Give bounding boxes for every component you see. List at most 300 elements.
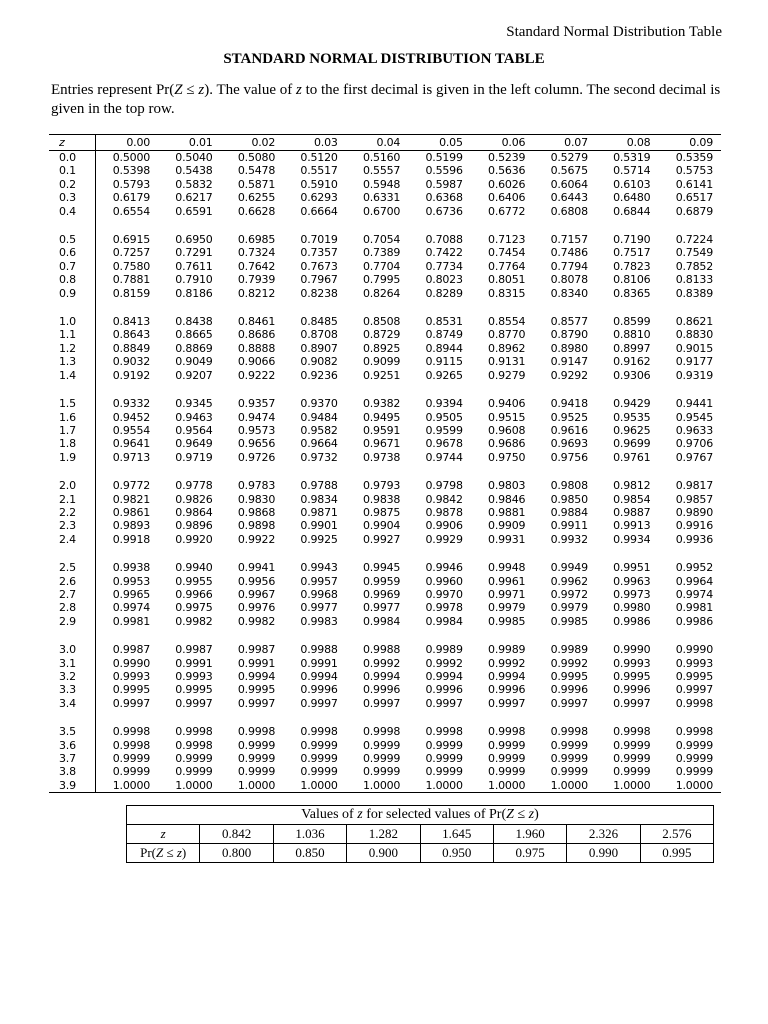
table-cell: 0.9960	[425, 574, 463, 588]
table-cell: 0.9726	[237, 450, 276, 464]
z-row-label: 0.1	[49, 164, 96, 177]
table-cell: 0.9999	[300, 738, 338, 752]
table-cell: 0.9982	[175, 614, 213, 628]
table-cell: 0.9974	[675, 587, 713, 601]
table-cell: 0.8106	[613, 273, 651, 287]
table-cell: 0.6879	[675, 204, 713, 218]
table-cell: 0.6628	[237, 204, 276, 218]
table-cell: 0.9616	[550, 423, 588, 437]
table-cell: 0.7389	[362, 246, 401, 260]
table-cell: 0.9962	[550, 574, 588, 588]
table-cell: 0.9931	[488, 532, 526, 546]
table-cell: 0.9990	[675, 643, 713, 657]
table-cell: 0.9732	[300, 450, 338, 464]
table-cell: 0.7823	[613, 259, 651, 273]
table-cell: 0.9998	[112, 738, 151, 752]
table-cell: 0.9949	[550, 561, 588, 575]
critical-z-label-text: z	[160, 826, 166, 841]
table-cell: 0.7939	[237, 273, 276, 287]
table-cell: 0.9761	[613, 450, 651, 464]
table-cell: 0.9998	[675, 725, 713, 739]
table-cell: 0.9738	[362, 450, 401, 464]
caption-text-1: Values of	[301, 807, 358, 822]
z-row-label: 3.5	[49, 725, 96, 738]
p-label-z: z	[176, 845, 182, 860]
table-cell: 0.9890	[675, 505, 713, 519]
table-cell: 0.8461	[237, 315, 276, 329]
table-row	[49, 424, 721, 437]
table-cell: 1.0000	[471, 779, 534, 793]
table-cell: 0.9591	[362, 423, 401, 437]
critical-z-value: 1.645	[420, 825, 493, 844]
table-cell: 0.9999	[175, 765, 213, 779]
z-row-label: 2.0	[49, 479, 96, 492]
table-row	[49, 205, 721, 218]
z-row-label: 0.4	[49, 205, 96, 218]
table-cell: 0.9842	[425, 492, 463, 506]
table-cell: 0.9998	[675, 696, 713, 710]
table-cell: 0.9868	[237, 505, 276, 519]
row-group	[49, 151, 721, 219]
table-cell: 0.9943	[300, 561, 338, 575]
table-cell: 0.9997	[613, 696, 651, 710]
table-row	[49, 437, 721, 450]
group-spacer	[49, 382, 721, 397]
table-cell: 0.9994	[237, 670, 276, 683]
table-cell: 0.9981	[112, 614, 151, 628]
table-cell: 0.7764	[488, 259, 526, 273]
table-cell: 0.6915	[112, 233, 151, 247]
z-row-label: 1.5	[49, 397, 96, 410]
table-cell: 0.9998	[112, 725, 151, 739]
table-cell: 0.6293	[300, 191, 338, 205]
table-cell: 0.5199	[425, 151, 463, 164]
caption-text-2: for selected values of Pr(	[362, 807, 507, 822]
table-cell: 0.9686	[488, 437, 526, 451]
table-cell: 0.9965	[112, 587, 151, 601]
table-cell: 0.9981	[675, 601, 713, 615]
table-cell: 0.5319	[613, 151, 651, 164]
table-cell: 0.9948	[488, 561, 526, 575]
table-cell: 0.9066	[237, 355, 276, 369]
table-cell: 0.9984	[425, 614, 463, 628]
table-cell: 0.9996	[550, 683, 588, 697]
table-cell: 0.9974	[112, 601, 151, 615]
table-cell: 0.9713	[112, 450, 151, 464]
table-cell: 0.9984	[362, 614, 401, 628]
caption-le: ≤	[513, 807, 529, 822]
table-cell: 0.8340	[550, 286, 588, 300]
table-cell: 0.9319	[675, 368, 713, 382]
table-row	[49, 273, 721, 286]
table-row	[49, 151, 721, 165]
table-cell: 0.9983	[300, 614, 338, 628]
table-cell: 0.7611	[175, 259, 213, 273]
z-row-label: 0.0	[49, 151, 96, 165]
table-cell: 0.6443	[550, 191, 588, 205]
table-cell: 0.9994	[488, 670, 526, 683]
table-cell: 0.8289	[425, 286, 463, 300]
p-label-Z: Z	[155, 845, 164, 860]
table-cell: 0.5675	[550, 164, 588, 178]
table-cell: 0.8365	[613, 286, 651, 300]
table-cell: 0.9207	[175, 368, 213, 382]
column-header: 0.04	[346, 135, 409, 151]
table-cell: 0.9999	[300, 765, 338, 779]
table-row	[49, 411, 721, 424]
z-row-label: 3.1	[49, 657, 96, 670]
table-cell: 0.9918	[112, 532, 151, 546]
table-cell: 0.8665	[175, 328, 213, 342]
table-cell: 0.9992	[362, 656, 401, 670]
table-cell: 0.6217	[175, 191, 213, 205]
table-cell: 0.9641	[112, 437, 151, 451]
table-cell: 0.9896	[175, 519, 213, 533]
table-cell: 0.8413	[112, 315, 151, 329]
table-row	[49, 369, 721, 382]
spacer-cell	[96, 218, 722, 233]
table-row	[49, 683, 721, 696]
table-cell: 0.9991	[175, 656, 213, 670]
table-cell: 0.9893	[112, 519, 151, 533]
table-cell: 0.9938	[112, 561, 151, 575]
z-row-label: 1.9	[49, 451, 96, 464]
z-table-header-row	[49, 135, 721, 151]
table-cell: 0.8869	[175, 341, 213, 355]
table-cell: 0.9357	[237, 397, 276, 411]
table-cell: 0.6736	[425, 204, 463, 218]
column-header: 0.00	[96, 135, 159, 151]
table-row	[49, 561, 721, 574]
table-cell: 0.9988	[300, 643, 338, 657]
group-spacer	[49, 546, 721, 561]
table-cell: 0.9990	[613, 643, 651, 657]
intro-text-2: ). The value of	[204, 82, 296, 98]
table-cell: 0.9345	[175, 397, 213, 411]
table-cell: 0.8438	[175, 315, 213, 329]
table-cell: 0.9989	[488, 643, 526, 657]
table-cell: 0.6808	[550, 204, 588, 218]
table-cell: 0.6141	[675, 177, 713, 191]
table-cell: 0.9999	[488, 765, 526, 779]
z-row-label: 1.7	[49, 424, 96, 437]
critical-p-row	[127, 844, 714, 863]
table-cell: 1.0000	[346, 779, 409, 793]
z-row-label: 2.6	[49, 575, 96, 588]
table-cell: 0.6700	[362, 204, 401, 218]
table-cell: 0.7642	[237, 259, 276, 273]
table-cell: 0.9798	[425, 479, 463, 493]
table-cell: 0.9927	[362, 532, 401, 546]
table-cell: 0.9916	[675, 519, 713, 533]
table-cell: 0.9982	[237, 614, 276, 628]
table-cell: 0.9929	[425, 532, 463, 546]
table-cell: 0.9995	[175, 683, 213, 697]
table-cell: 0.9582	[300, 423, 338, 437]
table-row	[49, 164, 721, 177]
table-cell: 0.9997	[362, 696, 401, 710]
table-cell: 0.8686	[237, 328, 276, 342]
z-row-label: 3.2	[49, 670, 96, 683]
table-cell: 0.7549	[675, 246, 713, 260]
table-cell: 0.7486	[550, 246, 588, 260]
table-cell: 0.9049	[175, 355, 213, 369]
table-cell: 0.8078	[550, 273, 588, 287]
table-cell: 0.7794	[550, 259, 588, 273]
critical-z-value: 1.282	[347, 825, 420, 844]
table-cell: 0.5910	[300, 177, 338, 191]
table-cell: 0.9995	[550, 670, 588, 683]
table-cell: 0.9306	[613, 368, 651, 382]
table-cell: 1.0000	[158, 779, 221, 793]
table-cell: 0.9994	[300, 670, 338, 683]
table-cell: 0.9987	[112, 643, 151, 657]
table-cell: 0.7454	[488, 246, 526, 260]
critical-z-value: 1.036	[273, 825, 346, 844]
spacer-cell	[49, 300, 96, 315]
table-cell: 0.9992	[488, 656, 526, 670]
table-cell: 0.9998	[362, 725, 401, 739]
table-cell: 0.9162	[613, 355, 651, 369]
table-cell: 0.9875	[362, 505, 401, 519]
table-cell: 0.5987	[425, 177, 463, 191]
table-cell: 0.7123	[488, 233, 526, 247]
table-cell: 0.9817	[675, 479, 713, 493]
table-cell: 1.0000	[533, 779, 596, 793]
table-cell: 0.9279	[488, 368, 526, 382]
table-cell: 0.7881	[112, 273, 151, 287]
table-cell: 0.9441	[675, 397, 713, 411]
table-cell: 0.9997	[237, 696, 276, 710]
table-row	[49, 233, 721, 246]
table-cell: 0.8790	[550, 328, 588, 342]
table-cell: 0.9964	[675, 574, 713, 588]
table-cell: 0.6985	[237, 233, 276, 247]
table-cell: 0.9515	[488, 410, 526, 424]
table-cell: 0.9251	[362, 368, 401, 382]
table-cell: 0.7019	[300, 233, 338, 247]
z-row-label: 2.4	[49, 533, 96, 546]
group-spacer	[49, 464, 721, 479]
z-row-label: 3.6	[49, 739, 96, 752]
group-spacer	[49, 300, 721, 315]
z-row-label: 1.6	[49, 411, 96, 424]
table-cell: 0.9989	[425, 643, 463, 657]
table-cell: 0.9973	[613, 587, 651, 601]
table-cell: 0.9999	[675, 752, 713, 766]
table-cell: 0.8023	[425, 273, 463, 287]
table-cell: 0.9898	[237, 519, 276, 533]
p-label-end: )	[181, 845, 187, 860]
row-group	[49, 561, 721, 628]
caption-z2: z	[528, 807, 535, 822]
table-row	[49, 191, 721, 204]
table-cell: 1.0000	[596, 779, 659, 793]
z-row-label: 0.6	[49, 246, 96, 259]
column-header: 0.03	[283, 135, 346, 151]
table-row	[49, 506, 721, 519]
table-cell: 0.9693	[550, 437, 588, 451]
table-cell: 0.9861	[112, 505, 151, 519]
table-cell: 0.9999	[675, 765, 713, 779]
table-cell: 0.9951	[613, 561, 651, 575]
table-cell: 0.6480	[613, 191, 651, 205]
table-cell: 0.9996	[613, 683, 651, 697]
table-cell: 0.9995	[237, 683, 276, 697]
z-row-label: 2.1	[49, 493, 96, 506]
table-cell: 0.9573	[237, 423, 276, 437]
table-cell: 0.8810	[613, 328, 651, 342]
z-row-label: 3.0	[49, 643, 96, 656]
intro-Z-symbol: Z	[174, 82, 183, 98]
table-cell: 0.6026	[488, 177, 526, 191]
table-cell: 0.9887	[613, 505, 651, 519]
table-cell: 0.9998	[237, 725, 276, 739]
row-group	[49, 479, 721, 546]
caption-Z: Z	[506, 807, 514, 822]
table-row	[49, 246, 721, 259]
table-cell: 0.9992	[550, 656, 588, 670]
caption-end: )	[534, 807, 539, 822]
table-cell: 0.9961	[488, 574, 526, 588]
table-cell: 0.9971	[488, 587, 526, 601]
spacer-cell	[96, 628, 722, 643]
table-cell: 0.9999	[112, 752, 151, 766]
table-cell: 0.9994	[362, 670, 401, 683]
table-cell: 0.8621	[675, 315, 713, 329]
critical-p-value: 0.975	[493, 844, 566, 863]
table-cell: 1.0000	[96, 779, 159, 793]
table-cell: 0.9997	[425, 696, 463, 710]
table-cell: 0.9995	[675, 670, 713, 683]
table-row	[49, 479, 721, 492]
z-row-label: 0.9	[49, 287, 96, 300]
table-cell: 0.9999	[550, 752, 588, 766]
table-cell: 0.7224	[675, 233, 713, 247]
table-cell: 0.9821	[112, 492, 151, 506]
spacer-cell	[96, 382, 722, 397]
table-cell: 0.9993	[675, 656, 713, 670]
table-cell: 0.7995	[362, 273, 401, 287]
row-group	[49, 643, 721, 710]
table-cell: 0.9998	[425, 725, 463, 739]
table-cell: 0.9998	[550, 725, 588, 739]
table-cell: 0.9997	[550, 696, 588, 710]
table-row	[49, 765, 721, 778]
table-cell: 0.9925	[300, 532, 338, 546]
table-cell: 0.9382	[362, 397, 401, 411]
table-cell: 0.9999	[237, 765, 276, 779]
table-cell: 1.0000	[221, 779, 284, 793]
table-cell: 0.9940	[175, 561, 213, 575]
table-cell: 0.9999	[613, 752, 651, 766]
table-cell: 0.9969	[362, 587, 401, 601]
table-cell: 0.8962	[488, 341, 526, 355]
z-row-label: 0.8	[49, 273, 96, 286]
column-header: 0.05	[408, 135, 471, 151]
critical-z-value: 1.960	[493, 825, 566, 844]
table-cell: 0.9956	[237, 574, 276, 588]
table-cell: 0.9236	[300, 368, 338, 382]
table-row	[49, 575, 721, 588]
table-cell: 0.9977	[362, 601, 401, 615]
table-cell: 0.8599	[613, 315, 651, 329]
spacer-cell	[49, 218, 96, 233]
table-cell: 0.9999	[112, 765, 151, 779]
table-cell: 0.9838	[362, 492, 401, 506]
table-cell: 0.9999	[362, 752, 401, 766]
table-cell: 0.8944	[425, 341, 463, 355]
table-cell: 0.9394	[425, 397, 463, 411]
table-cell: 0.9957	[300, 574, 338, 588]
table-row	[49, 178, 721, 191]
table-cell: 0.6331	[362, 191, 401, 205]
z-row-label: 1.4	[49, 369, 96, 382]
table-cell: 0.9772	[112, 479, 151, 493]
spacer-cell	[96, 546, 722, 561]
table-cell: 0.8159	[112, 286, 151, 300]
z-row-label: 1.2	[49, 342, 96, 355]
table-cell: 0.9959	[362, 574, 401, 588]
z-row-label: 0.5	[49, 233, 96, 246]
running-header: Standard Normal Distribution Table	[506, 24, 722, 40]
table-cell: 0.9803	[488, 479, 526, 493]
z-row-label: 0.2	[49, 178, 96, 191]
column-header: 0.08	[596, 135, 659, 151]
z-row-label: 3.8	[49, 765, 96, 778]
table-cell: 0.9778	[175, 479, 213, 493]
table-cell: 0.6554	[112, 204, 151, 218]
table-cell: 0.9993	[112, 670, 151, 683]
critical-p-value: 0.950	[420, 844, 493, 863]
table-cell: 0.9996	[300, 683, 338, 697]
table-cell: 0.9131	[488, 355, 526, 369]
table-cell: 0.8770	[488, 328, 526, 342]
table-cell: 0.9992	[425, 656, 463, 670]
table-cell: 0.9979	[488, 601, 526, 615]
table-cell: 0.9554	[112, 423, 151, 437]
table-cell: 0.9988	[362, 643, 401, 657]
z-row-label: 3.7	[49, 752, 96, 765]
table-cell: 0.9913	[613, 519, 651, 533]
table-cell: 0.9699	[613, 437, 651, 451]
table-cell: 0.8238	[300, 286, 338, 300]
table-cell: 0.9147	[550, 355, 588, 369]
table-cell: 0.9864	[175, 505, 213, 519]
table-cell: 0.8708	[300, 328, 338, 342]
table-cell: 0.9998	[613, 725, 651, 739]
spacer-cell	[49, 710, 96, 725]
spacer-cell	[96, 710, 722, 725]
table-cell: 0.9767	[675, 450, 713, 464]
table-cell: 0.9292	[550, 368, 588, 382]
table-cell: 0.8643	[112, 328, 151, 342]
table-cell: 0.9997	[300, 696, 338, 710]
intro-z-word: z	[296, 82, 302, 98]
column-header: 0.06	[471, 135, 534, 151]
table-cell: 0.9997	[675, 683, 713, 697]
table-cell: 0.9999	[488, 738, 526, 752]
table-cell: 0.9656	[237, 437, 276, 451]
table-cell: 0.9963	[613, 574, 651, 588]
table-cell: 0.9332	[112, 397, 151, 411]
critical-p-label	[127, 844, 200, 863]
table-cell: 0.9966	[175, 587, 213, 601]
spacer-cell	[96, 464, 722, 479]
table-cell: 0.5557	[362, 164, 401, 178]
row-group	[49, 725, 721, 793]
column-header: 0.07	[533, 135, 596, 151]
